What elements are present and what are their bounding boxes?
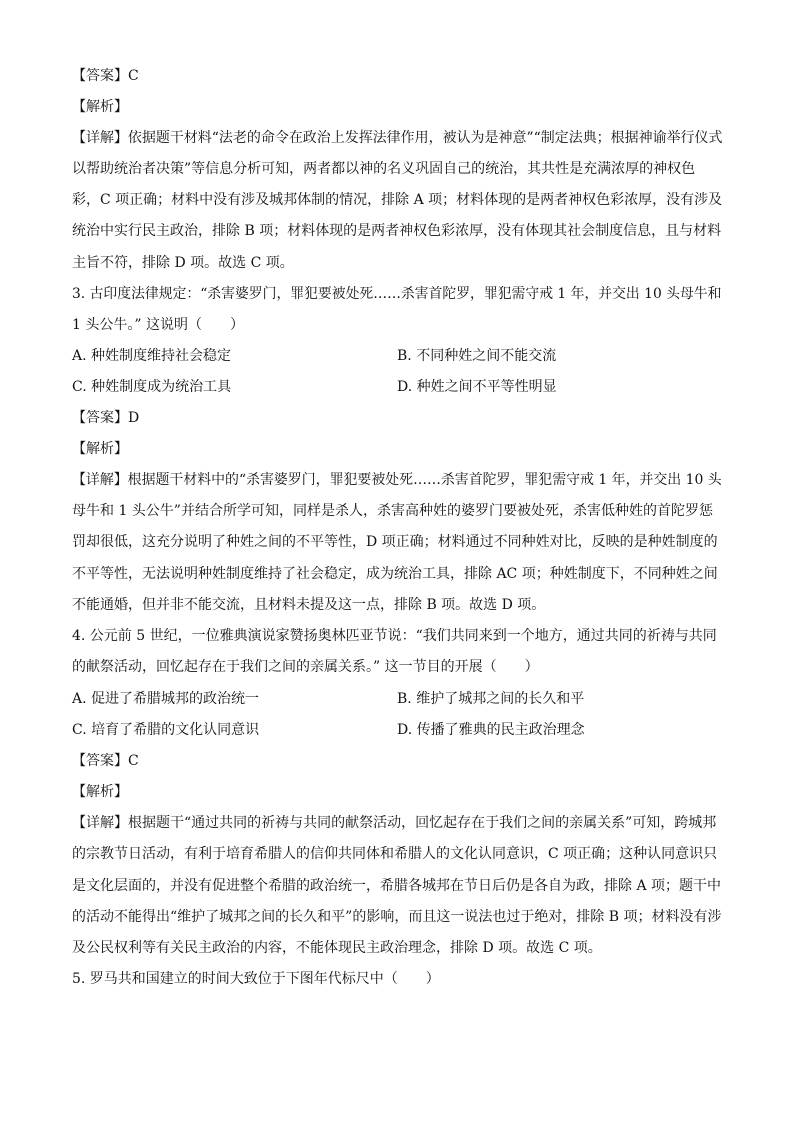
q4-option-a: A. 促进了希腊城邦的政治统一 bbox=[72, 691, 260, 707]
q2-detail-line-3: 彩，C 项正确；材料中没有涉及城邦体制的情况，排除 A 项；材料体现的是两者神权色彩浓厚，没有涉及 bbox=[72, 192, 723, 208]
q3-detail-line-5: 不能通婚，但并非不能交流，且材料未提及这一点，排除 B 项。故选 D 项。 bbox=[72, 597, 546, 613]
q3-detail-line-2: 母牛和 1 头公牛”并结合所学可知，同样是杀人，杀害高种姓的婆罗门要被处死，杀害低种姓的首陀罗惩 bbox=[72, 503, 713, 519]
q5-stem: 5. 罗马共和国建立的时间大致位于下图年代标尺中（ ） bbox=[72, 971, 440, 987]
q2-detail-line-5: 主旨不符，排除 D 项。故选 C 项。 bbox=[72, 255, 294, 271]
q4-detail-line-1: 【详解】根据题干“通过共同的祈祷与共同的献祭活动，回忆起存在于我们之间的亲属关系”可知，跨城邦 bbox=[72, 815, 717, 831]
q3-stem-line-2: 1 头公牛。” 这说明（ ） bbox=[72, 317, 244, 333]
q3-option-b: B. 不同种姓之间不能交流 bbox=[397, 348, 557, 364]
q4-stem-line-2: 的献祭活动，回忆起存在于我们之间的亲属关系。” 这一节目的开展（ ） bbox=[72, 659, 539, 675]
q2-detail-line-4: 统治中实行民主政治，排除 B 项；材料体现的是两者神权色彩浓厚，没有体现其社会制度信息，且与材料 bbox=[72, 223, 722, 239]
q3-detail-line-1: 【详解】根据题干材料中的“杀害婆罗门，罪犯要被处死……杀害首陀罗，罪犯需守戒 1 年，并交出 10 头 bbox=[72, 472, 722, 488]
q3-answer: 【答案】D bbox=[72, 410, 140, 426]
q2-detail-line-1: 【详解】依据题干材料“法老的命令在政治上发挥法律作用，被认为是神意”“制定法典；根据神谕举行仪式 bbox=[72, 130, 723, 146]
q2-analysis-heading: 【解析】 bbox=[72, 99, 128, 115]
q2-detail-line-2: 以帮助统治者决策”等信息分析可知，两者都以神的名义巩固自己的统治，其共性是充满浓厚的神权色 bbox=[72, 161, 696, 177]
q4-stem-line-1: 4. 公元前 5 世纪，一位雅典演说家赞扬奥林匹亚节说：“我们共同来到一个地方，通过共同的祈祷与共同 bbox=[72, 628, 717, 644]
q4-detail-line-3: 是文化层面的，并没有促进整个希腊的政治统一，希腊各城邦在节日后仍是各自为政，排除 A 项；题干中 bbox=[72, 878, 722, 894]
q3-stem-line-1: 3. 古印度法律规定：“杀害婆罗门，罪犯要被处死……杀害首陀罗，罪犯需守戒 1 年，并交出 10 头母牛和 bbox=[72, 286, 722, 302]
q4-detail-line-5: 及公民权利等有关民主政治的内容，不能体现民主政治理念，排除 D 项。故选 C 项。 bbox=[72, 940, 602, 956]
q3-detail-line-4: 不平等性，无法说明种姓制度维持了社会稳定，成为统治工具，排除 AC 项；种姓制度下，不同种姓之间 bbox=[72, 566, 718, 582]
q3-detail-line-3: 罚却很低，这充分说明了种姓之间的不平等性，D 项正确；材料通过不同种姓对比，反映的是种姓制度的 bbox=[72, 534, 718, 550]
q3-option-d: D. 种姓之间不平等性明显 bbox=[397, 379, 557, 395]
q2-answer: 【答案】C bbox=[72, 68, 139, 84]
q3-analysis-heading: 【解析】 bbox=[72, 441, 128, 457]
q4-option-b: B. 维护了城邦之间的长久和平 bbox=[397, 691, 585, 707]
q3-option-a: A. 种姓制度维持社会稳定 bbox=[72, 348, 232, 364]
q4-answer: 【答案】C bbox=[72, 753, 139, 769]
q4-option-d: D. 传播了雅典的民主政治理念 bbox=[397, 722, 585, 738]
q4-analysis-heading: 【解析】 bbox=[72, 784, 128, 800]
q4-detail-line-2: 的宗教节日活动，有利于培育希腊人的信仰共同体和希腊人的文化认同意识，C 项正确；这种认同意识只 bbox=[72, 846, 718, 862]
q4-option-c: C. 培育了希腊的文化认同意识 bbox=[72, 722, 260, 738]
q3-option-c: C. 种姓制度成为统治工具 bbox=[72, 379, 232, 395]
q4-detail-line-4: 的活动不能得出“维护了城邦之间的长久和平”的影响，而且这一说法也过于绝对，排除 B 项；材料没有涉 bbox=[72, 909, 722, 925]
